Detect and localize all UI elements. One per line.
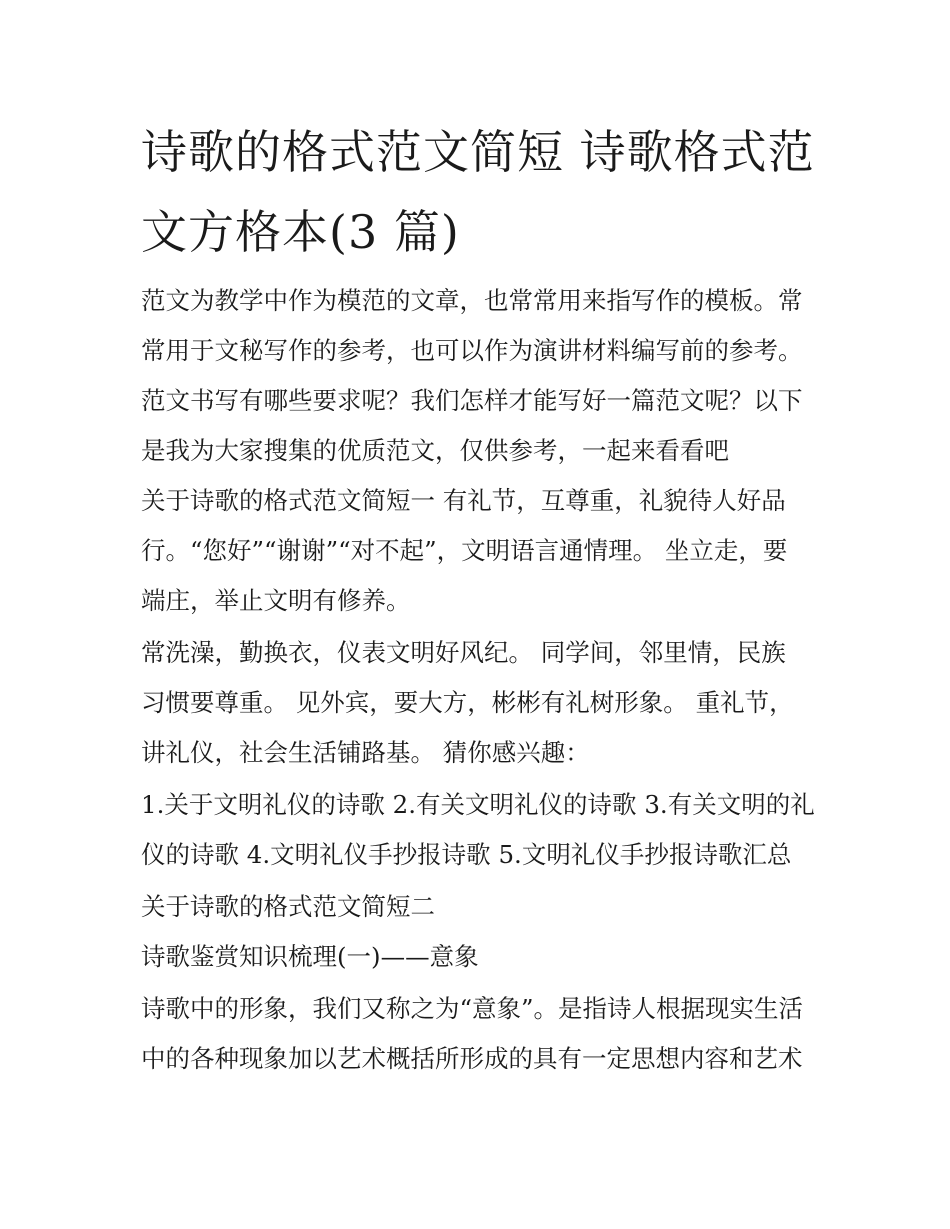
body-line-14: 诗歌鉴赏知识梳理(一)——意象 — [141, 942, 479, 971]
body-line-4: 是我为大家搜集的优质范文，仅供参考，一起来看看吧 — [141, 436, 729, 465]
body-line-10: 讲礼仪，社会生活铺路基。 猜你感兴趣： — [141, 738, 590, 767]
body-line-1: 范文为教学中作为模范的文章，也常常用来指写作的模板。常 — [141, 286, 803, 315]
body-line-3: 范文书写有哪些要求呢？我们怎样才能写好一篇范文呢？以下 — [141, 386, 803, 415]
body-line-9: 习惯要尊重。 见外宾，要大方，彬彬有礼树形象。 重礼节， — [141, 688, 794, 717]
body-line-15: 诗歌中的形象，我们又称之为“意象”。是指诗人根据现实生活 — [141, 994, 804, 1023]
document-title: 诗歌的格式范文简短 诗歌格式范文方格本(3 篇) — [141, 125, 815, 259]
body-line-7: 端庄，举止文明有修养。 — [141, 586, 411, 615]
body-line-11: 1.关于文明礼仪的诗歌 2.有关文明礼仪的诗歌 3.有关文明的礼 — [141, 790, 815, 819]
body-line-13: 关于诗歌的格式范文简短二 — [141, 892, 435, 921]
body-line-16: 中的各种现象加以艺术概括所形成的具有一定思想内容和艺术 — [141, 1044, 803, 1073]
body-line-5: 关于诗歌的格式范文简短一 有礼节，互尊重，礼貌待人好品 — [141, 486, 786, 515]
body-line-8: 常洗澡，勤换衣，仪表文明好风纪。 同学间，邻里情，民族 — [141, 638, 786, 667]
body-line-6: 行。“您好”“谢谢”“对不起”，文明语言通情理。 坐立走，要 — [141, 536, 788, 565]
body-line-2: 常用于文秘写作的参考，也可以作为演讲材料编写前的参考。 — [141, 336, 803, 365]
body-line-12: 仪的诗歌 4.文明礼仪手抄报诗歌 5.文明礼仪手抄报诗歌汇总 — [141, 840, 792, 869]
